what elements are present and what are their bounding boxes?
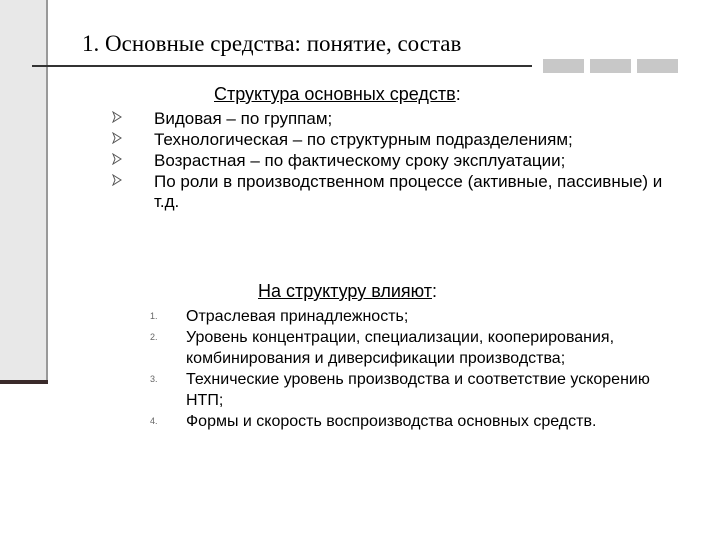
list-item <box>150 327 670 369</box>
list-item-text: Возрастная – по фактическому сроку эксплуатации; <box>154 151 566 170</box>
section-heading-influences-text: На структуру влияют <box>258 281 432 301</box>
title-decorative-blocks <box>543 59 678 73</box>
arrowhead-bullet-icon <box>112 151 124 171</box>
arrowhead-bullet-icon <box>112 172 124 192</box>
arrowhead-bullet-icon <box>112 130 124 150</box>
title-block <box>543 59 584 73</box>
title-block <box>637 59 678 73</box>
influences-numbered-list <box>150 306 670 432</box>
structure-bullet-list <box>112 109 682 213</box>
section-heading-colon: : <box>432 281 438 301</box>
slide-title: 1. Основные средства: понятие, состав <box>82 31 462 56</box>
section-heading-structure <box>214 83 461 105</box>
title-block <box>590 59 631 73</box>
left-band-base-line <box>0 380 48 384</box>
section-heading-colon: : <box>455 84 461 104</box>
list-item <box>112 172 682 212</box>
list-item-number: 2. <box>150 332 158 342</box>
left-decorative-band <box>0 0 48 382</box>
list-item-text: Технические уровень производства и соответствие ускорению НТП; <box>186 371 650 409</box>
list-item-text: Уровень концентрации, специализации, кооперирования, комбинирования и диверсификации производства; <box>186 329 615 367</box>
list-item-number: 4. <box>150 416 158 426</box>
list-item <box>150 369 670 411</box>
list-item <box>112 109 682 129</box>
title-underline <box>32 65 532 67</box>
section-heading-influences <box>258 280 437 302</box>
arrowhead-bullet-icon <box>112 109 124 129</box>
list-item-number: 1. <box>150 311 158 321</box>
list-item-text: Технологическая – по структурным подразделениям; <box>154 130 573 149</box>
list-item-text: Видовая – по группам; <box>154 109 333 128</box>
list-item <box>150 411 670 432</box>
section-heading-structure-text: Структура основных средств <box>214 84 456 104</box>
list-item-text: По роли в производственном процессе (активные, пассивные) и т.д. <box>154 172 663 211</box>
list-item-text: Формы и скорость воспроизводства основных средств. <box>186 413 597 430</box>
list-item-number: 3. <box>150 374 158 384</box>
list-item <box>112 130 682 150</box>
list-item <box>112 151 682 171</box>
list-item <box>150 306 670 327</box>
list-item-text: Отраслевая принадлежность; <box>186 308 409 325</box>
